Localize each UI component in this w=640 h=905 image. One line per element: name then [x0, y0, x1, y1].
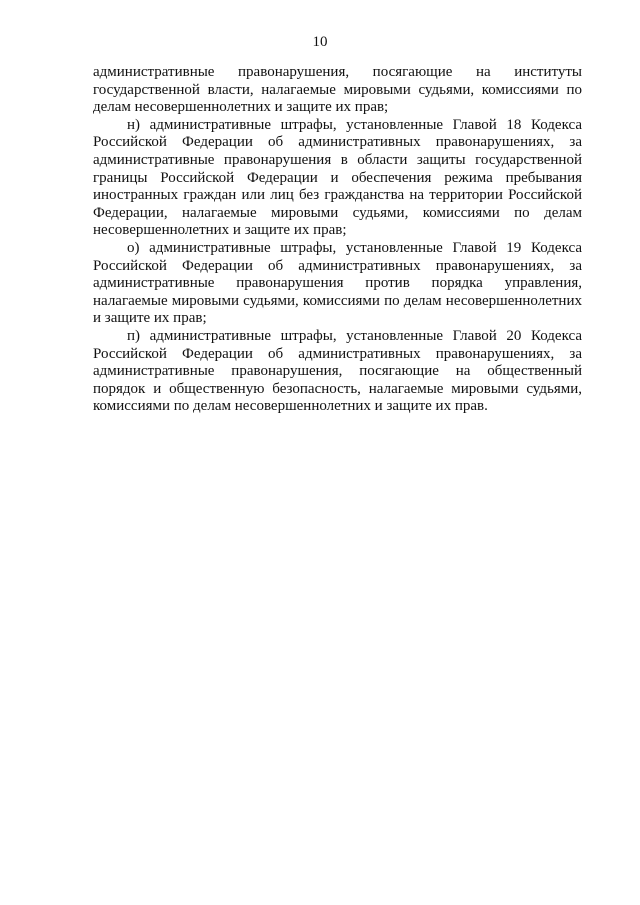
- paragraph-continuation: административные правонарушения, посягающие на институты государственной власти, налагаемые мировыми судьями, комиссиями по делам несовершеннолетних и защите их прав;: [93, 64, 582, 116]
- paragraph-item-p: п) административные штрафы, установленные Главой 20 Кодекса Российской Федерации об административных правонарушениях, за административные правонарушения, посягающие на общественный порядок и общественную безопасность, налагаемые мировыми судьями, комиссиями по делам несовершеннолетних и защите их прав.: [93, 327, 582, 415]
- paragraph-item-o: о) административные штрафы, установленные Главой 19 Кодекса Российской Федерации об административных правонарушениях, за административные правонарушения против порядка управления, налагаемые мировыми судьями, комиссиями по делам несовершеннолетних и защите их прав;: [93, 239, 582, 327]
- document-body: [93, 64, 582, 416]
- paragraph-item-n: н) административные штрафы, установленные Главой 18 Кодекса Российской Федерации об административных правонарушениях, за административные правонарушения в области защиты государственной границы Российской Федерации и обеспечения режима пребывания иностранных граждан или лиц без гражданства на территории Российской Федерации, налагаемые мировыми судьями, комиссиями по делам несовершеннолетних и защите их прав;: [93, 116, 582, 239]
- page-number: 10: [312, 34, 328, 50]
